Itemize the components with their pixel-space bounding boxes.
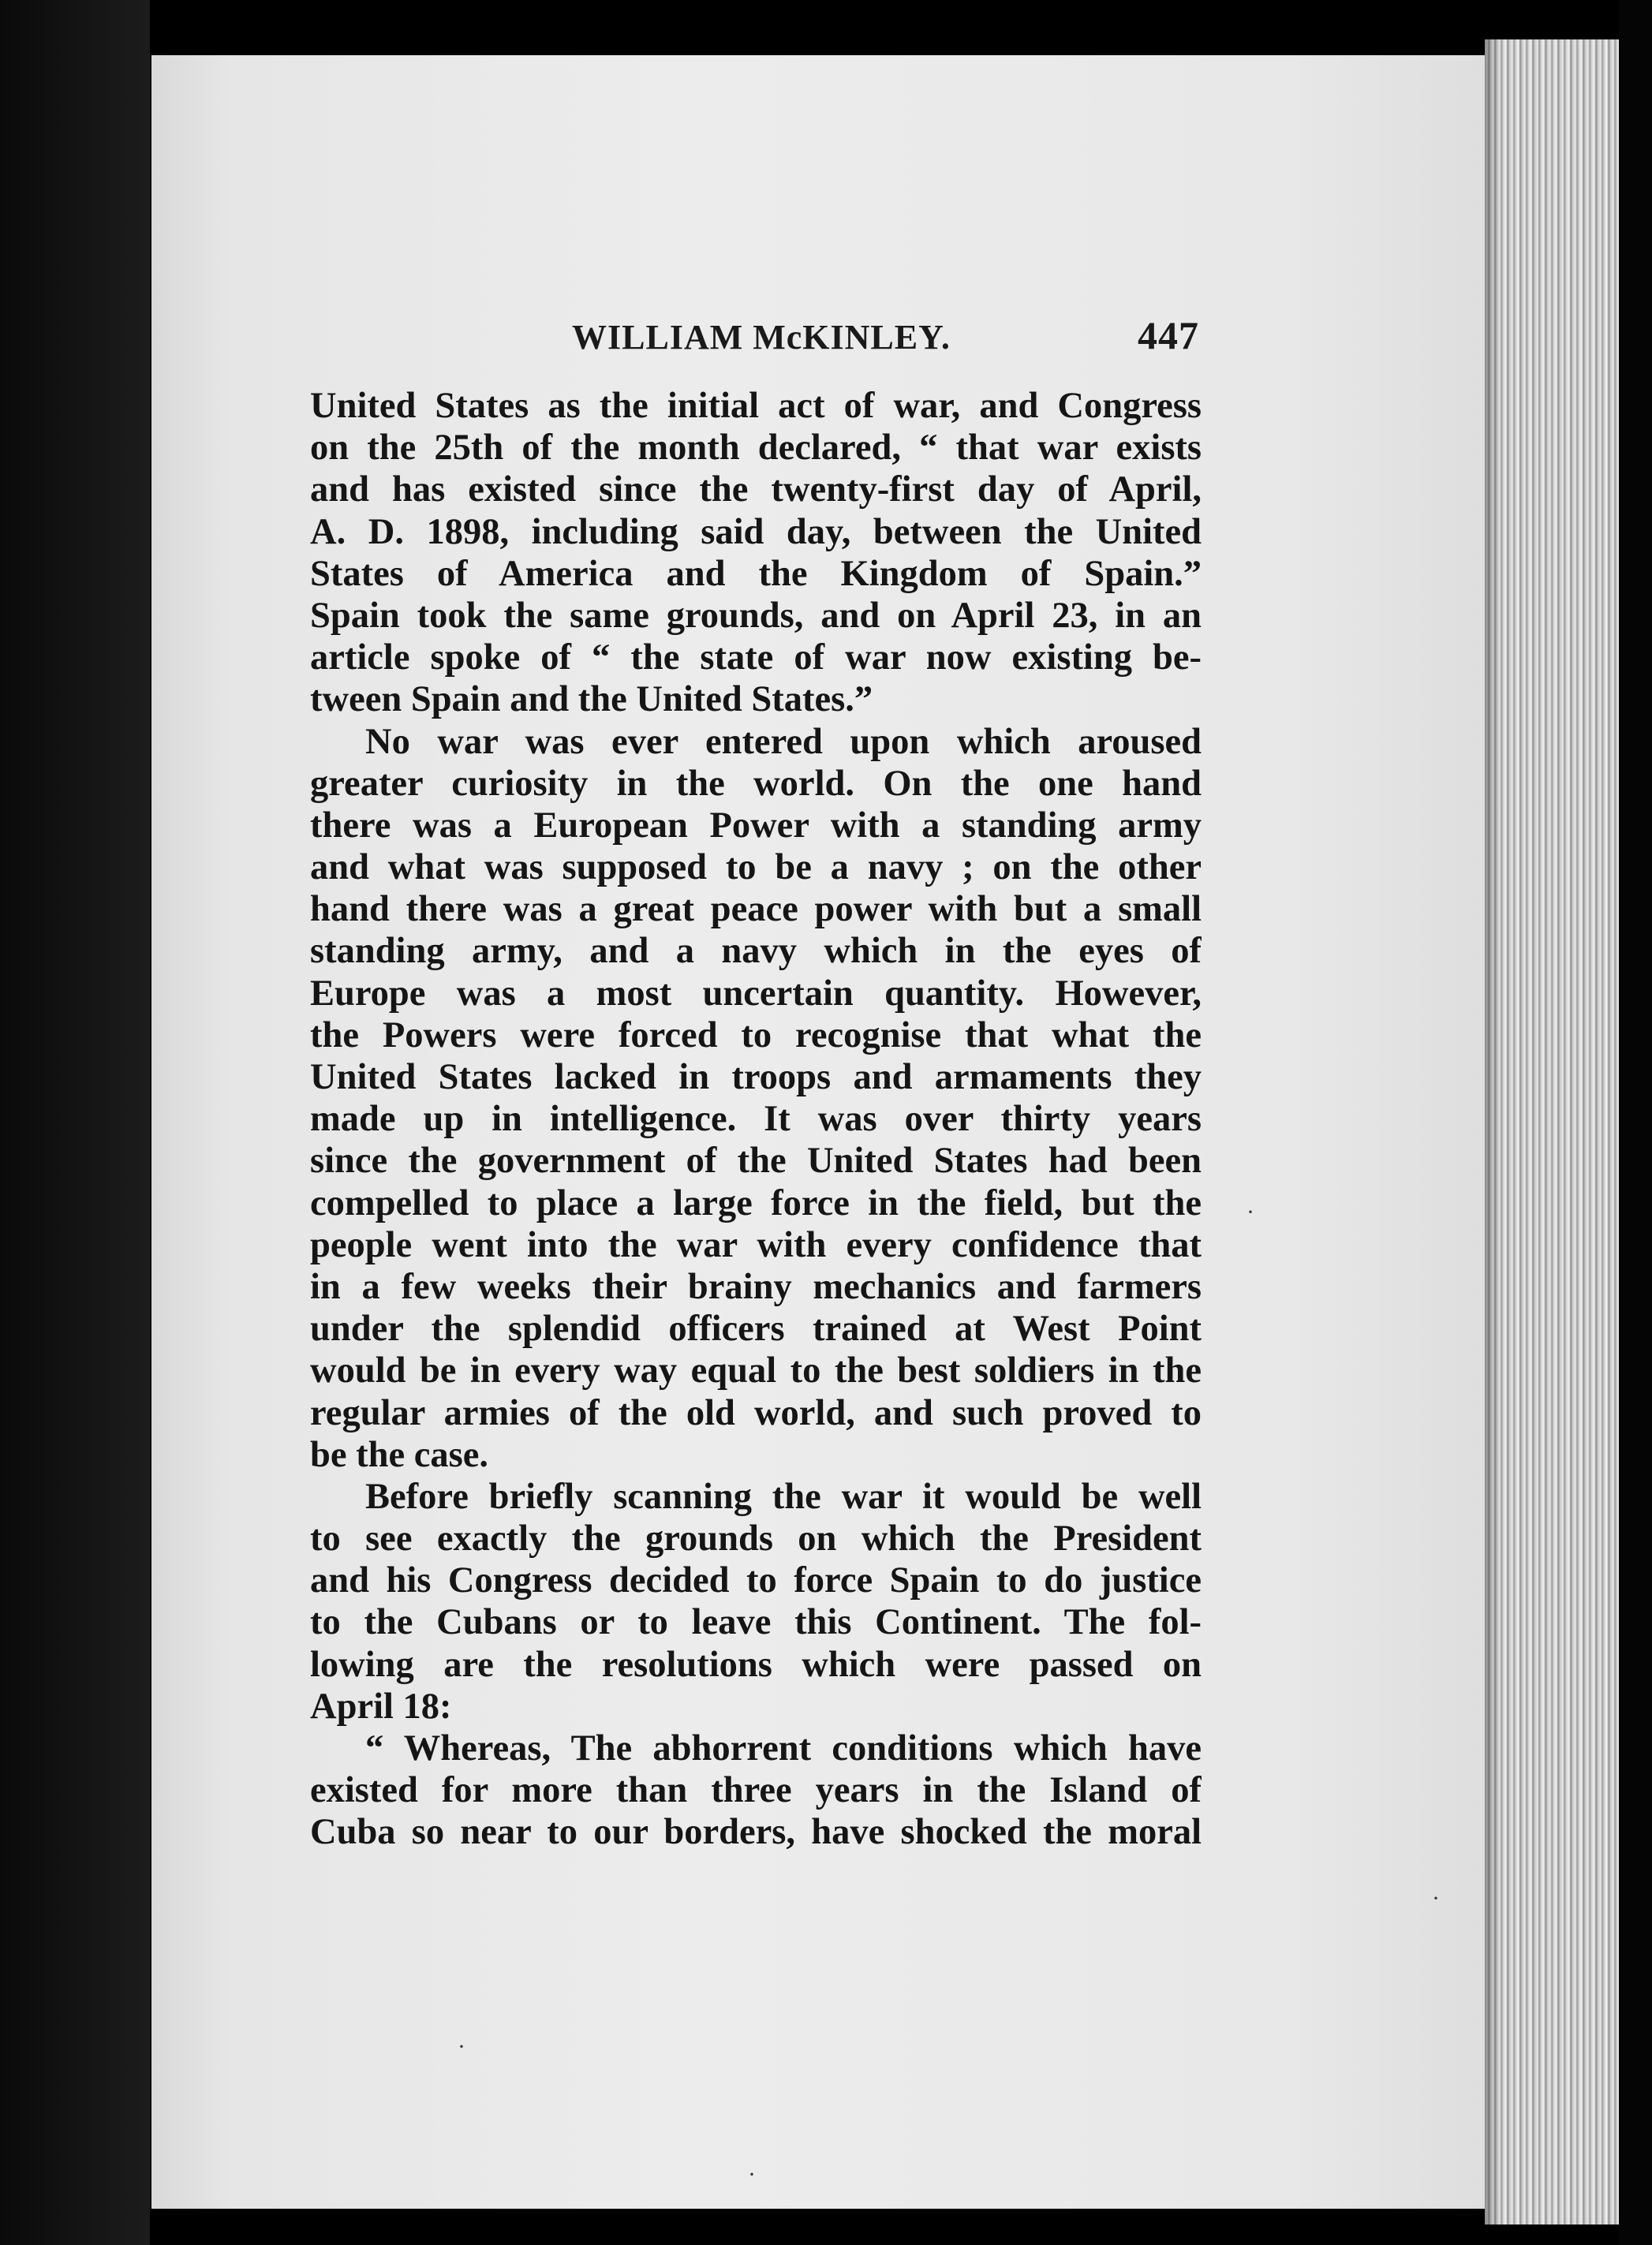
text-line: “ Whereas, The abhorrent conditions which have xyxy=(365,1728,1202,1769)
text-line: and has existed since the twenty-first day of April, xyxy=(310,469,1202,510)
text-line: United States as the initial act of war, and Congress xyxy=(310,386,1202,426)
text-line: compelled to place a large force in the field, but the xyxy=(310,1182,1202,1223)
text-line: and what was supposed to be a navy ; on the other xyxy=(310,847,1202,888)
text-line: article spoke of “ the state of war now existing be- xyxy=(310,637,1202,678)
text-line: Spain took the same grounds, and on April 23, in an xyxy=(310,595,1202,636)
text-line: standing army, and a navy which in the eyes of xyxy=(310,931,1202,972)
page-number: 447 xyxy=(1138,313,1199,357)
text-line: tween Spain and the United States.” xyxy=(310,679,873,720)
text-line: would be in every way equal to the best soldiers in the xyxy=(310,1350,1202,1391)
scan-speck: · xyxy=(458,2034,465,2060)
right-background xyxy=(1619,0,1652,2245)
running-title: WILLIAM McKINLEY. xyxy=(572,318,951,357)
body-text xyxy=(310,385,1202,1854)
text-line: April 18: xyxy=(310,1686,452,1727)
text-line: in a few weeks their brainy mechanics and farmers xyxy=(310,1266,1202,1307)
text-line: Cuba so near to our borders, have shocked the moral xyxy=(310,1812,1202,1853)
text-line: Before briefly scanning the war it would be well xyxy=(365,1476,1202,1517)
book-left-edge xyxy=(0,0,150,2245)
scan-speck: · xyxy=(748,2161,756,2187)
text-line: Europe was a most uncertain quantity. However, xyxy=(310,973,1202,1014)
text-line: on the 25th of the month declared, “ that war exists xyxy=(310,428,1202,469)
text-line: No war was ever entered upon which aroused xyxy=(365,721,1202,762)
scan-speck: · xyxy=(1432,1885,1440,1911)
text-line: existed for more than three years in the Island of xyxy=(310,1770,1202,1811)
text-line: United States lacked in troops and armaments they xyxy=(310,1057,1202,1097)
scan-speck: · xyxy=(1246,1199,1254,1225)
text-line: made up in intelligence. It was over thirty years xyxy=(310,1099,1202,1140)
text-line: and his Congress decided to force Spain to do justice xyxy=(310,1560,1202,1601)
text-line: to see exactly the grounds on which the President xyxy=(310,1518,1202,1560)
text-line: since the government of the United States had been xyxy=(310,1141,1202,1182)
text-line: States of America and the Kingdom of Spain.” xyxy=(310,553,1202,594)
text-line: lowing are the resolutions which were passed on xyxy=(310,1644,1202,1685)
text-line: the Powers were forced to recognise that what the xyxy=(310,1014,1202,1055)
text-line: hand there was a great peace power with but a small xyxy=(310,889,1202,930)
running-header xyxy=(312,309,1199,364)
text-line: to the Cubans or to leave this Continent. The fol- xyxy=(310,1602,1202,1643)
text-line: under the splendid officers trained at West Point xyxy=(310,1309,1202,1350)
text-line: people went into the war with every confidence that xyxy=(310,1224,1202,1265)
page-stack-edge xyxy=(1485,39,1619,2224)
text-line: be the case. xyxy=(310,1434,488,1475)
text-line: there was a European Power with a standing army xyxy=(310,805,1202,846)
page-stack-shadow xyxy=(1485,39,1501,2224)
text-line: regular armies of the old world, and such proved to xyxy=(310,1392,1202,1433)
text-line: greater curiosity in the world. On the one hand xyxy=(310,763,1202,804)
text-line: A. D. 1898, including said day, between the United xyxy=(310,511,1202,552)
